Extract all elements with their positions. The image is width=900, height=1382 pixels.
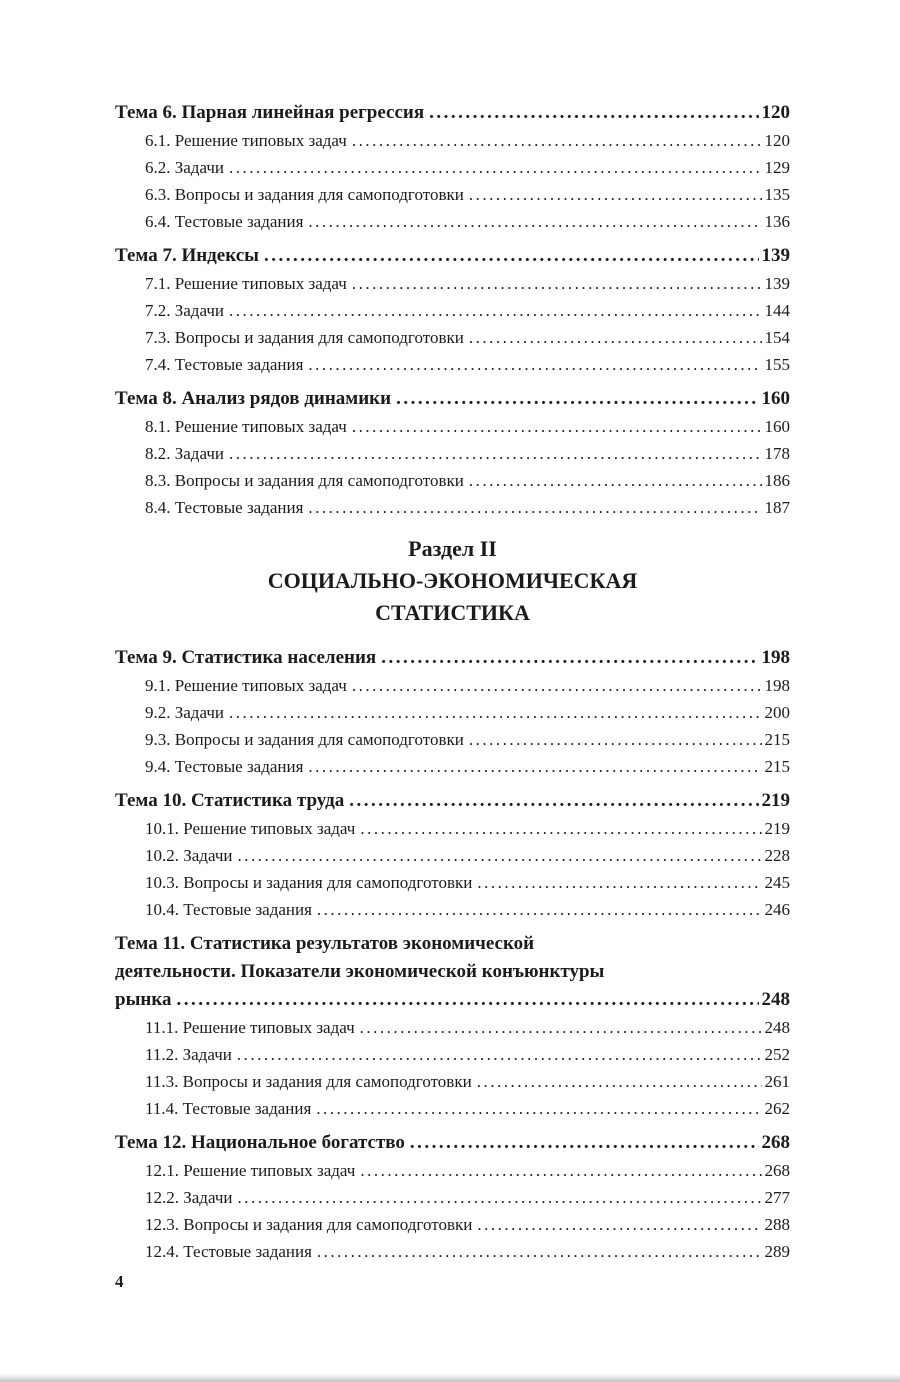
- dot-leader: [410, 1129, 759, 1157]
- dot-leader: [469, 324, 762, 351]
- toc-chapter-entry: [115, 930, 790, 1014]
- toc-entry-title: 10.4. Тестовые задания: [145, 900, 312, 919]
- toc-entry-page: 160: [764, 417, 790, 436]
- toc-sub-entry: [115, 270, 790, 297]
- toc-entry-page: 268: [761, 1132, 790, 1153]
- toc-entry-row: [115, 1129, 790, 1157]
- toc-sub-entry: [115, 1157, 790, 1184]
- toc-entry-page: 120: [761, 102, 790, 123]
- toc-entry-title: 11.1. Решение типовых задач: [145, 1018, 355, 1037]
- toc-entry-title: 10.1. Решение типовых задач: [145, 819, 356, 838]
- toc-sub-entry: [115, 154, 790, 181]
- toc-chapter-entry: [115, 787, 790, 815]
- toc: [115, 99, 790, 1265]
- toc-entry-title: 9.1. Решение типовых задач: [145, 676, 347, 695]
- dot-leader: [308, 753, 761, 780]
- toc-entry-title-line: Тема 11. Статистика результатов экономической: [115, 933, 535, 954]
- dot-leader: [477, 1211, 761, 1238]
- toc-entry-page: 160: [761, 388, 790, 409]
- toc-entry-row: [145, 896, 790, 923]
- toc-entry-title: 6.4. Тестовые задания: [145, 212, 304, 231]
- toc-sub-entry: [115, 351, 790, 378]
- toc-entry-row: [145, 297, 790, 324]
- part-heading-line: СТАТИСТИКА: [375, 600, 530, 625]
- toc-entry-row: [115, 986, 790, 1014]
- toc-entry-row: [145, 467, 790, 494]
- toc-entry-title: 9.3. Вопросы и задания для самоподготовки: [145, 730, 464, 749]
- dot-leader: [477, 1068, 762, 1095]
- toc-entry-title: 7.4. Тестовые задания: [145, 355, 304, 374]
- toc-entry-title: 11.2. Задачи: [145, 1045, 232, 1064]
- toc-entry-page: 135: [764, 185, 790, 204]
- toc-entry-row: [145, 726, 790, 753]
- toc-entry-page: 252: [764, 1045, 790, 1064]
- toc-chapter-entry: [115, 99, 790, 127]
- toc-entry-title: 9.4. Тестовые задания: [145, 757, 304, 776]
- toc-sub-entry: [115, 896, 790, 923]
- toc-sub-entry: [115, 842, 790, 869]
- page-bottom-edge: [0, 1374, 900, 1382]
- toc-entry-page: 154: [764, 328, 790, 347]
- dot-leader: [237, 842, 761, 869]
- dot-leader: [229, 440, 762, 467]
- toc-entry-row: [115, 644, 790, 672]
- toc-entry-page: 200: [764, 703, 790, 722]
- toc-entry-title-line: деятельности. Показатели экономической конъюнктуры: [115, 961, 605, 982]
- toc-entry-row: [115, 787, 790, 815]
- toc-entry-row: [145, 270, 790, 297]
- dot-leader: [229, 699, 762, 726]
- toc-entry-page: 288: [764, 1215, 790, 1234]
- toc-entry-row: [145, 1095, 790, 1122]
- toc-entry-page: 248: [761, 989, 790, 1010]
- toc-sub-entry: [115, 1095, 790, 1122]
- toc-sub-entry: [115, 1238, 790, 1265]
- toc-entry-page: 155: [764, 355, 790, 374]
- toc-entry-title: 12.1. Решение типовых задач: [145, 1161, 356, 1180]
- toc-entry-page: 186: [764, 471, 790, 490]
- toc-entry-title: 6.1. Решение типовых задач: [145, 131, 347, 150]
- part-heading: [115, 533, 790, 629]
- toc-entry-row: [145, 494, 790, 521]
- dot-leader: [469, 181, 762, 208]
- toc-chapter-entry: [115, 385, 790, 413]
- dot-leader: [316, 1095, 761, 1122]
- toc-entry-title: Тема 8. Анализ рядов динамики: [115, 388, 392, 409]
- part-heading-line: Раздел II: [408, 536, 497, 561]
- dot-leader: [237, 1041, 762, 1068]
- toc-entry-title: 7.2. Задачи: [145, 301, 224, 320]
- toc-entry-title: 7.3. Вопросы и задания для самоподготовки: [145, 328, 464, 347]
- toc-entry-title: Тема 10. Статистика труда: [115, 790, 345, 811]
- toc-sub-entry: [115, 726, 790, 753]
- toc-entry-row: [145, 1184, 790, 1211]
- toc-entry-page: 198: [761, 647, 790, 668]
- toc-entry-row: [145, 869, 790, 896]
- toc-entry-row: [145, 815, 790, 842]
- toc-entry-title: 8.4. Тестовые задания: [145, 498, 304, 517]
- dot-leader: [308, 494, 761, 521]
- toc-entry-title: 12.3. Вопросы и задания для самоподготовки: [145, 1215, 473, 1234]
- toc-entry-row: [145, 1157, 790, 1184]
- toc-entry-title: 11.3. Вопросы и задания для самоподготовки: [145, 1072, 472, 1091]
- toc-sub-entry: [115, 181, 790, 208]
- toc-entry-title: 12.2. Задачи: [145, 1188, 233, 1207]
- dot-leader: [429, 99, 758, 127]
- toc-entry-page: 139: [764, 274, 790, 293]
- toc-entry-page: 289: [764, 1242, 790, 1261]
- dot-leader: [317, 896, 762, 923]
- toc-entry-page: 228: [764, 846, 790, 865]
- toc-sub-entry: [115, 467, 790, 494]
- toc-entry-page: 268: [764, 1161, 790, 1180]
- toc-entry-title: 10.3. Вопросы и задания для самоподготовки: [145, 873, 473, 892]
- toc-sub-entry: [115, 1211, 790, 1238]
- toc-entry-page: 261: [764, 1072, 790, 1091]
- dot-leader: [396, 385, 758, 413]
- toc-sub-entry: [115, 699, 790, 726]
- dot-leader: [360, 815, 761, 842]
- toc-entry-page: 215: [764, 757, 790, 776]
- toc-entry-title: 8.1. Решение типовых задач: [145, 417, 347, 436]
- toc-entry-row: [145, 1238, 790, 1265]
- toc-entry-row: [145, 351, 790, 378]
- toc-entry-row: [145, 154, 790, 181]
- toc-entry-page: 248: [764, 1018, 790, 1037]
- dot-leader: [477, 869, 761, 896]
- dot-leader: [237, 1184, 761, 1211]
- toc-entry-title: 7.1. Решение типовых задач: [145, 274, 347, 293]
- toc-entry-row: [115, 385, 790, 413]
- dot-leader: [264, 242, 759, 270]
- dot-leader: [352, 413, 762, 440]
- dot-leader: [469, 467, 762, 494]
- toc-entry-page: 219: [764, 819, 790, 838]
- page-number: 4: [115, 1272, 124, 1291]
- dot-leader: [469, 726, 762, 753]
- toc-sub-entry: [115, 672, 790, 699]
- toc-entry-row: [145, 672, 790, 699]
- dot-leader: [360, 1157, 761, 1184]
- toc-entry-row: [145, 413, 790, 440]
- toc-entry-page: 120: [764, 131, 790, 150]
- toc-entry-title: 8.2. Задачи: [145, 444, 224, 463]
- toc-chapter-entry: [115, 644, 790, 672]
- toc-entry-title: Тема 12. Национальное богатство: [115, 1132, 405, 1153]
- toc-entry-row: [115, 242, 790, 270]
- toc-entry-row: [145, 181, 790, 208]
- toc-entry-page: 246: [764, 900, 790, 919]
- toc-entry-title: 8.3. Вопросы и задания для самоподготовки: [145, 471, 464, 490]
- toc-sub-entry: [115, 869, 790, 896]
- dot-leader: [177, 986, 759, 1014]
- toc-sub-entry: [115, 1068, 790, 1095]
- toc-sub-entry: [115, 324, 790, 351]
- toc-entry-page: 198: [764, 676, 790, 695]
- toc-entry-row: [145, 842, 790, 869]
- toc-sub-entry: [115, 208, 790, 235]
- toc-entry-row: [145, 1014, 790, 1041]
- toc-entry-page: 136: [764, 212, 790, 231]
- toc-sub-entry: [115, 127, 790, 154]
- toc-sub-entry: [115, 1184, 790, 1211]
- toc-sub-entry: [115, 297, 790, 324]
- toc-entry-page: 277: [764, 1188, 790, 1207]
- toc-chapter-entry: [115, 242, 790, 270]
- toc-sub-entry: [115, 494, 790, 521]
- toc-entry-row: [145, 753, 790, 780]
- dot-leader: [352, 270, 762, 297]
- toc-chapter-entry: [115, 1129, 790, 1157]
- part-heading-line: СОЦИАЛЬНО-ЭКОНОМИЧЕСКАЯ: [267, 568, 638, 593]
- toc-entry-page: 129: [764, 158, 790, 177]
- toc-entry-page: 187: [764, 498, 790, 517]
- dot-leader: [352, 672, 762, 699]
- toc-entry-page: 245: [764, 873, 790, 892]
- dot-leader: [308, 351, 761, 378]
- toc-entry-row: [145, 1041, 790, 1068]
- toc-entry-row: [145, 1211, 790, 1238]
- toc-entry-title: 11.4. Тестовые задания: [145, 1099, 312, 1118]
- dot-leader: [317, 1238, 762, 1265]
- toc-entry-title: 12.4. Тестовые задания: [145, 1242, 312, 1261]
- toc-entry-row: [145, 440, 790, 467]
- toc-sub-entry: [115, 413, 790, 440]
- toc-entry-title: 9.2. Задачи: [145, 703, 224, 722]
- toc-entry-title: Тема 6. Парная линейная регрессия: [115, 102, 425, 123]
- dot-leader: [229, 154, 762, 181]
- toc-entry-row: [115, 99, 790, 127]
- toc-entry-page: 262: [764, 1099, 790, 1118]
- toc-entry-page: 178: [764, 444, 790, 463]
- toc-entry-title: 6.3. Вопросы и задания для самоподготовки: [145, 185, 464, 204]
- toc-entry-title: 10.2. Задачи: [145, 846, 233, 865]
- dot-leader: [360, 1014, 762, 1041]
- toc-entry-row: [145, 699, 790, 726]
- dot-leader: [381, 644, 758, 672]
- toc-entry-page: 219: [761, 790, 790, 811]
- toc-sub-entry: [115, 815, 790, 842]
- toc-entry-title: 6.2. Задачи: [145, 158, 224, 177]
- toc-entry-page: 144: [764, 301, 790, 320]
- dot-leader: [229, 297, 762, 324]
- toc-sub-entry: [115, 1014, 790, 1041]
- toc-entry-row: [145, 208, 790, 235]
- toc-entry-title: рынка: [115, 989, 172, 1010]
- toc-entry-row: [145, 1068, 790, 1095]
- dot-leader: [352, 127, 762, 154]
- toc-sub-entry: [115, 1041, 790, 1068]
- dot-leader: [349, 787, 758, 815]
- toc-entry-row: [145, 324, 790, 351]
- toc-entry-title: Тема 7. Индексы: [115, 245, 259, 266]
- dot-leader: [308, 208, 761, 235]
- toc-entry-page: 215: [764, 730, 790, 749]
- toc-entry-row: [145, 127, 790, 154]
- toc-sub-entry: [115, 753, 790, 780]
- toc-entry-title: Тема 9. Статистика населения: [115, 647, 377, 668]
- toc-entry-page: 139: [761, 245, 790, 266]
- toc-sub-entry: [115, 440, 790, 467]
